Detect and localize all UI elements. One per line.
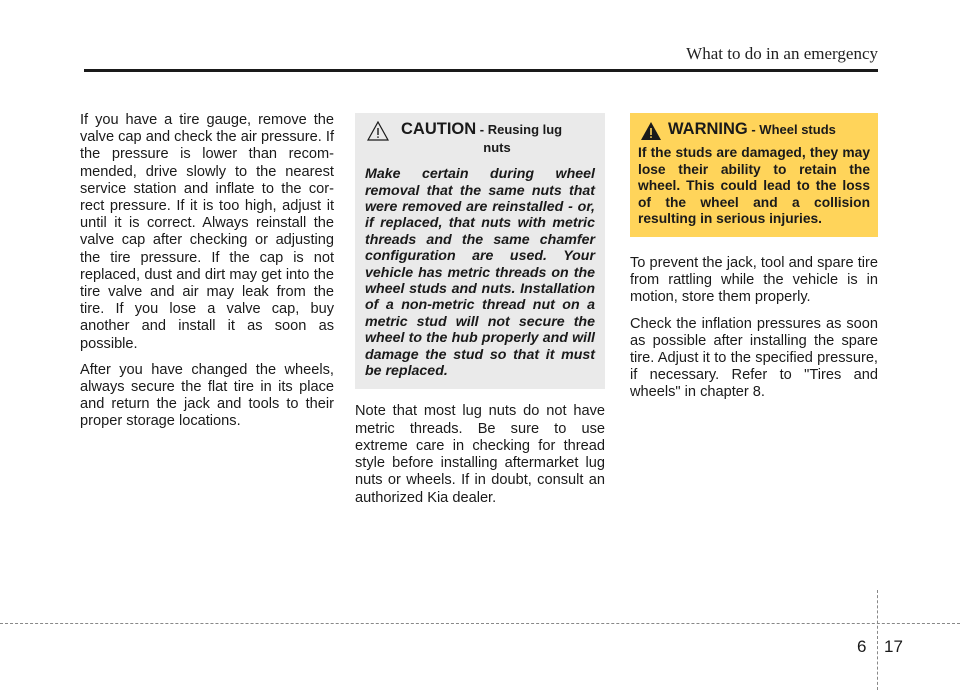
caution-text: Make certain during wheel removal that the same nuts that were removed are reinstalled - or, if replaced, that nuts with metric threads and the same chamfer configuration are used. Your vehicle has metric threads on the wheel studs and nuts. Installation of a non-metric thread nut on a metric stud will not secure the wheel to the hub properly and will damage the stud so that it must be replaced. — [365, 166, 595, 380]
page-number: 17 — [884, 637, 903, 656]
lug-nut-note-paragraph: Note that most lug nuts do not have metric threads. Be sure to use extreme care in checking for thread style before installing aftermarket lug nuts or wheels. If in doubt, consult an authorized Kia dealer. — [355, 403, 605, 506]
store-properly-paragraph: To prevent the jack, tool and spare tire from rattling while the vehicle is in motion, store them properly. — [630, 255, 878, 306]
warning-triangle-icon — [640, 121, 662, 141]
caution-box — [355, 113, 605, 389]
caution-triangle-icon — [367, 121, 389, 141]
section-title: What to do in an emergency — [686, 44, 878, 63]
caution-subject: - Reusing lug — [476, 122, 563, 137]
warning-text: If the studs are damaged, they may lose their ability to retain the wheel. This could lead to the loss of the wheel and a collision resulting in serious injuries. — [638, 145, 870, 227]
footer-rule — [0, 623, 960, 624]
warning-label: WARNING — [668, 120, 748, 138]
caution-header — [365, 121, 595, 141]
warning-box — [630, 113, 878, 237]
column-3 — [630, 113, 878, 411]
header-rule — [84, 69, 878, 72]
caution-label: CAUTION — [401, 120, 477, 138]
warning-subject: - Wheel studs — [747, 122, 836, 137]
tire-gauge-paragraph: If you have a tire gauge, remove the valve cap and check the air pressure. If the pressure is lower than recom-mended, drive slowly to the nearest service station and inflate to the cor-rect pressure. If it is too high, adjust it until it is correct. Always reinstall the valve cap after checking or adjusting the tire pressure. If the cap is not replaced, dust and dirt may get into the tire valve and air may leak from the tire. If you lose a valve cap, buy another and install it as soon as possible. — [80, 112, 334, 352]
warning-header — [638, 121, 870, 141]
inflation-pressure-paragraph: Check the inflation pressures as soon as possible after installing the spare tire. Adjust it to the specified pressure, if necessary. Refer to "Tires and wheels" in chapter 8. — [630, 315, 878, 401]
secure-flat-tire-paragraph: After you have changed the wheels, always secure the flat tire in its place and return the jack and tools to their proper storage locations. — [80, 361, 334, 430]
column-2 — [355, 113, 605, 516]
page-number-divider — [877, 590, 878, 690]
caution-subject-line2: nuts — [483, 140, 511, 155]
column-1 — [80, 112, 334, 440]
chapter-number: 6 — [857, 637, 867, 656]
